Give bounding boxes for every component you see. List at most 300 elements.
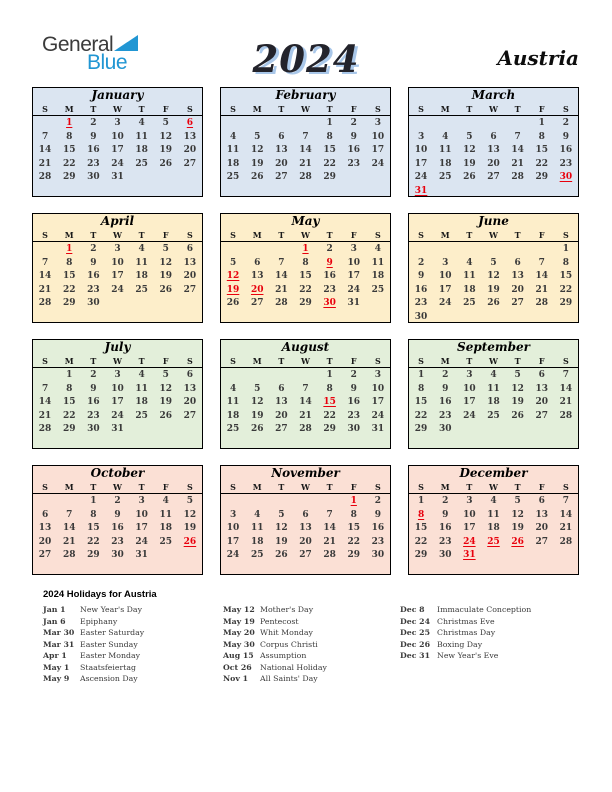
- weekday-label: T: [326, 104, 333, 114]
- weekday-label: S: [42, 104, 48, 114]
- weekday-label: T: [514, 482, 521, 492]
- weekday-header: [409, 103, 578, 116]
- date-september-24: 24: [463, 410, 476, 421]
- date-november-2: 2: [374, 496, 382, 506]
- date-august-2: 2: [350, 370, 357, 380]
- date-september-2: 2: [442, 370, 449, 380]
- empty-cell: [221, 369, 245, 383]
- date-august-10: 10: [371, 383, 385, 394]
- date-may-15: 15: [299, 271, 312, 282]
- month-title: June: [478, 214, 509, 228]
- date-may-22: 22: [299, 284, 312, 295]
- dates-grid: [33, 368, 202, 437]
- weekday-label: S: [563, 356, 569, 366]
- date-march-29: 29: [535, 172, 549, 183]
- empty-cell: [245, 243, 269, 257]
- date-july-10: 10: [111, 383, 124, 394]
- weekday-label: T: [138, 104, 145, 114]
- date-september-12: 12: [511, 383, 524, 394]
- weekday-label: W: [113, 104, 122, 114]
- date-october-19: 19: [183, 523, 197, 534]
- empty-cell: [221, 243, 245, 257]
- date-june-27: 27: [511, 298, 524, 309]
- date-may-2: 2: [326, 244, 333, 254]
- dates-grid: [33, 494, 202, 563]
- empty-cell: [269, 117, 293, 131]
- date-august-21: 21: [299, 410, 312, 421]
- date-march-2: 2: [562, 118, 570, 128]
- date-november-25: 25: [250, 550, 264, 561]
- date-january-13: 13: [183, 131, 197, 142]
- weekday-label: M: [64, 104, 74, 114]
- holiday-date: Nov 1: [223, 674, 248, 684]
- weekday-label: M: [252, 104, 262, 114]
- date-june-25: 25: [463, 298, 476, 309]
- dates-grid: [409, 116, 578, 197]
- date-february-2: 2: [350, 118, 357, 128]
- date-march-22: 22: [535, 158, 549, 169]
- date-october-9: 9: [114, 509, 121, 520]
- weekday-label: F: [162, 356, 169, 366]
- month-october: [32, 465, 203, 575]
- date-march-19: 19: [463, 158, 476, 169]
- date-january-7: 7: [41, 131, 49, 142]
- date-november-3: 3: [229, 509, 237, 520]
- date-september-27: 27: [535, 410, 549, 421]
- weekday-label: S: [418, 104, 424, 114]
- weekday-label: T: [138, 482, 145, 492]
- date-october-26[interactable]: 26: [183, 536, 197, 547]
- date-april-29: 29: [62, 298, 76, 309]
- date-april-5: 5: [162, 244, 169, 254]
- weekday-label: S: [375, 230, 381, 240]
- weekday-label: T: [138, 230, 145, 240]
- weekday-label: F: [350, 104, 357, 114]
- date-october-18: 18: [159, 523, 173, 534]
- date-november-16: 16: [371, 523, 385, 534]
- date-january-9: 9: [90, 131, 97, 142]
- date-april-18: 18: [135, 271, 148, 282]
- date-november-9: 9: [374, 509, 382, 520]
- date-october-27: 27: [38, 550, 52, 561]
- date-july-3: 3: [114, 370, 121, 380]
- date-june-16: 16: [414, 284, 428, 295]
- date-april-30: 30: [87, 298, 100, 309]
- holiday-name: New Year's Eve: [437, 651, 499, 661]
- date-september-10: 10: [463, 383, 476, 394]
- weekday-label: S: [230, 482, 236, 492]
- holiday-entry: [400, 627, 531, 639]
- date-december-28: 28: [559, 536, 573, 547]
- date-january-21: 21: [38, 158, 52, 169]
- holiday-name: Christmas Day: [437, 628, 496, 638]
- date-september-6: 6: [538, 370, 545, 380]
- weekday-label: S: [418, 482, 424, 492]
- date-february-12: 12: [250, 145, 264, 156]
- date-january-19: 19: [159, 145, 173, 156]
- date-june-22: 22: [559, 284, 573, 295]
- date-january-23: 23: [87, 158, 100, 169]
- date-august-9: 9: [350, 383, 357, 394]
- date-february-11: 11: [226, 145, 240, 156]
- date-september-4: 4: [490, 370, 497, 380]
- date-february-17: 17: [371, 145, 385, 156]
- date-october-13: 13: [38, 523, 52, 534]
- date-september-19: 19: [511, 397, 524, 408]
- date-september-13: 13: [535, 383, 549, 394]
- date-january-24: 24: [111, 158, 124, 169]
- date-february-18: 18: [226, 158, 240, 169]
- date-april-6: 6: [186, 244, 194, 254]
- date-april-20: 20: [183, 271, 197, 282]
- date-november-7: 7: [326, 509, 333, 520]
- dates-grid: [221, 242, 390, 311]
- date-may-20[interactable]: 20: [250, 284, 264, 295]
- holiday-entry: [223, 650, 327, 662]
- date-march-30[interactable]: 30: [559, 172, 573, 183]
- date-july-9: 9: [90, 383, 97, 394]
- date-april-23: 23: [87, 284, 100, 295]
- date-january-29: 29: [62, 172, 76, 183]
- date-january-10: 10: [111, 131, 124, 142]
- date-september-16: 16: [438, 397, 452, 408]
- date-september-9: 9: [442, 383, 449, 394]
- empty-cell: [433, 117, 457, 131]
- date-june-23: 23: [414, 298, 428, 309]
- date-april-2: 2: [90, 244, 97, 254]
- date-february-6: 6: [278, 131, 285, 142]
- dates-grid: [33, 242, 202, 311]
- date-july-11: 11: [135, 383, 148, 394]
- date-september-17: 17: [463, 397, 476, 408]
- date-december-13: 13: [535, 509, 549, 520]
- date-december-9: 9: [442, 509, 449, 520]
- date-july-22: 22: [62, 410, 76, 421]
- date-january-14: 14: [38, 145, 52, 156]
- empty-cell: [293, 369, 317, 383]
- holiday-date: May 19: [223, 616, 255, 626]
- weekday-label: M: [440, 356, 450, 366]
- date-april-16: 16: [87, 271, 100, 282]
- date-may-30[interactable]: 30: [323, 298, 336, 309]
- empty-cell: [57, 495, 81, 509]
- date-march-8: 8: [538, 131, 545, 142]
- date-november-5: 5: [278, 509, 285, 520]
- date-december-31[interactable]: 31: [463, 550, 476, 561]
- weekday-label: M: [440, 104, 450, 114]
- date-july-27: 27: [183, 410, 197, 421]
- weekday-label: W: [113, 230, 122, 240]
- date-july-29: 29: [62, 424, 76, 435]
- date-september-11: 11: [487, 383, 500, 394]
- holiday-date: May 20: [223, 628, 255, 638]
- date-september-15: 15: [414, 397, 428, 408]
- date-february-27: 27: [275, 172, 288, 183]
- empty-cell: [293, 495, 317, 509]
- weekday-label: F: [350, 230, 357, 240]
- date-august-31: 31: [371, 424, 385, 435]
- date-december-18: 18: [487, 523, 500, 534]
- date-january-16: 16: [87, 145, 100, 156]
- date-december-6: 6: [538, 496, 545, 506]
- date-may-19[interactable]: 19: [226, 284, 240, 295]
- empty-cell: [221, 495, 245, 509]
- weekday-label: W: [489, 482, 498, 492]
- weekday-label: T: [278, 482, 285, 492]
- month-title: August: [281, 340, 330, 354]
- weekday-label: M: [440, 230, 450, 240]
- date-august-13: 13: [275, 397, 288, 408]
- date-april-11: 11: [135, 257, 148, 268]
- date-november-30: 30: [371, 550, 385, 561]
- date-december-25[interactable]: 25: [487, 536, 500, 547]
- date-june-15: 15: [559, 271, 573, 282]
- date-august-7: 7: [302, 383, 309, 394]
- weekday-header: [221, 229, 390, 242]
- date-july-14: 14: [38, 397, 52, 408]
- date-may-9[interactable]: 9: [326, 257, 333, 268]
- page-title-year: 2024: [252, 37, 360, 81]
- date-may-18: 18: [371, 271, 385, 282]
- date-december-12: 12: [511, 509, 524, 520]
- date-july-19: 19: [159, 397, 173, 408]
- date-june-30: 30: [414, 311, 428, 322]
- date-july-4: 4: [138, 370, 145, 380]
- date-march-25: 25: [438, 172, 452, 183]
- holidays-column-3: [400, 604, 531, 662]
- date-november-8: 8: [350, 509, 357, 520]
- date-june-18: 18: [463, 284, 476, 295]
- date-march-9: 9: [562, 131, 570, 142]
- weekday-label: S: [42, 482, 48, 492]
- date-april-1[interactable]: 1: [66, 244, 73, 254]
- date-may-27: 27: [250, 298, 264, 309]
- date-november-6: 6: [302, 509, 309, 520]
- date-november-28: 28: [323, 550, 336, 561]
- date-june-29: 29: [559, 298, 573, 309]
- date-july-1: 1: [66, 370, 73, 380]
- month-title: February: [275, 88, 336, 102]
- month-title: January: [91, 88, 144, 102]
- holiday-name: Whit Monday: [260, 628, 313, 638]
- weekday-label: T: [326, 230, 333, 240]
- date-april-14: 14: [38, 271, 52, 282]
- weekday-label: F: [350, 482, 357, 492]
- date-january-6[interactable]: 6: [186, 118, 194, 128]
- date-april-27: 27: [183, 284, 197, 295]
- date-october-20: 20: [38, 536, 52, 547]
- month-title: October: [90, 466, 145, 480]
- date-august-14: 14: [299, 397, 312, 408]
- date-october-17: 17: [135, 523, 148, 534]
- empty-cell: [457, 117, 481, 131]
- month-june: [408, 213, 579, 323]
- date-december-30: 30: [438, 550, 452, 561]
- weekday-label: F: [538, 104, 545, 114]
- date-march-1: 1: [538, 118, 545, 128]
- weekday-header: [33, 103, 202, 116]
- dates-grid: [221, 116, 390, 185]
- holiday-name: Ascension Day: [80, 674, 138, 684]
- date-january-18: 18: [135, 145, 148, 156]
- holiday-name: New Year's Day: [80, 605, 142, 615]
- weekday-label: S: [375, 104, 381, 114]
- date-december-24[interactable]: 24: [463, 536, 476, 547]
- empty-cell: [269, 495, 293, 509]
- date-november-12: 12: [275, 523, 288, 534]
- empty-cell: [506, 117, 530, 131]
- date-december-19: 19: [511, 523, 524, 534]
- date-march-11: 11: [438, 145, 452, 156]
- empty-cell: [245, 117, 269, 131]
- holiday-date: May 9: [43, 674, 70, 684]
- date-august-28: 28: [299, 424, 312, 435]
- weekday-label: M: [252, 356, 262, 366]
- date-may-1[interactable]: 1: [302, 244, 309, 254]
- date-november-18: 18: [250, 536, 264, 547]
- date-november-10: 10: [226, 523, 240, 534]
- date-february-15: 15: [323, 145, 336, 156]
- date-april-4: 4: [138, 244, 145, 254]
- date-december-1: 1: [417, 496, 425, 506]
- weekday-label: W: [489, 104, 498, 114]
- date-june-26: 26: [487, 298, 500, 309]
- date-may-12[interactable]: 12: [226, 271, 240, 282]
- weekday-label: T: [466, 104, 473, 114]
- date-november-1[interactable]: 1: [350, 496, 357, 506]
- date-april-8: 8: [66, 257, 73, 268]
- date-october-28: 28: [62, 550, 76, 561]
- date-july-28: 28: [38, 424, 52, 435]
- date-june-24: 24: [438, 298, 452, 309]
- date-may-24: 24: [347, 284, 361, 295]
- weekday-label: T: [90, 104, 97, 114]
- date-december-11: 11: [487, 509, 500, 520]
- date-october-10: 10: [135, 509, 148, 520]
- date-april-26: 26: [159, 284, 173, 295]
- weekday-label: M: [440, 482, 450, 492]
- date-january-4: 4: [138, 118, 145, 128]
- date-october-21: 21: [62, 536, 76, 547]
- date-january-3: 3: [114, 118, 121, 128]
- empty-cell: [245, 369, 269, 383]
- date-april-17: 17: [111, 271, 124, 282]
- date-april-10: 10: [111, 257, 124, 268]
- date-march-13: 13: [487, 145, 500, 156]
- weekday-label: T: [90, 482, 97, 492]
- weekday-label: T: [514, 230, 521, 240]
- holiday-name: Pentecost: [260, 616, 299, 626]
- date-january-12: 12: [159, 131, 173, 142]
- date-october-29: 29: [87, 550, 100, 561]
- weekday-label: T: [138, 356, 145, 366]
- date-march-5: 5: [466, 131, 473, 142]
- date-october-2: 2: [114, 496, 121, 506]
- date-december-26[interactable]: 26: [511, 536, 524, 547]
- date-september-28: 28: [559, 410, 573, 421]
- holiday-entry: [400, 639, 531, 651]
- holiday-entry: [43, 616, 144, 628]
- weekday-label: S: [563, 104, 569, 114]
- date-july-23: 23: [87, 410, 100, 421]
- date-september-3: 3: [466, 370, 473, 380]
- country-label: Austria: [497, 46, 579, 70]
- holiday-date: Dec 24: [400, 616, 431, 626]
- date-april-19: 19: [159, 271, 173, 282]
- date-march-31[interactable]: 31: [414, 185, 428, 196]
- month-december: [408, 465, 579, 575]
- month-title: April: [100, 214, 135, 228]
- date-january-1[interactable]: 1: [66, 118, 73, 128]
- date-june-8: 8: [562, 257, 570, 268]
- weekday-label: S: [187, 230, 193, 240]
- date-april-22: 22: [62, 284, 76, 295]
- date-august-15[interactable]: 15: [323, 397, 336, 408]
- date-march-23: 23: [559, 158, 573, 169]
- date-march-28: 28: [511, 172, 524, 183]
- dates-grid: [221, 368, 390, 437]
- empty-cell: [269, 369, 293, 383]
- date-february-20: 20: [275, 158, 288, 169]
- date-july-25: 25: [135, 410, 148, 421]
- date-january-5: 5: [162, 118, 169, 128]
- empty-cell: [433, 243, 457, 257]
- date-february-9: 9: [350, 131, 357, 142]
- date-july-31: 31: [111, 424, 124, 435]
- weekday-label: T: [466, 482, 473, 492]
- holiday-date: Dec 26: [400, 639, 431, 649]
- holiday-entry: [400, 604, 531, 616]
- date-october-24: 24: [135, 536, 148, 547]
- weekday-label: T: [514, 356, 521, 366]
- date-september-7: 7: [562, 370, 570, 380]
- weekday-header: [221, 103, 390, 116]
- holiday-name: Epiphany: [80, 616, 118, 626]
- month-november: [220, 465, 391, 575]
- date-december-14: 14: [559, 509, 573, 520]
- weekday-label: F: [162, 230, 169, 240]
- holiday-entry: [43, 650, 144, 662]
- holiday-name: Christmas Eve: [437, 616, 495, 626]
- holiday-entry: [43, 604, 144, 616]
- date-february-13: 13: [275, 145, 288, 156]
- holiday-entry: [400, 650, 531, 662]
- weekday-label: T: [278, 356, 285, 366]
- date-may-4: 4: [374, 244, 382, 254]
- date-january-2: 2: [90, 118, 97, 128]
- dates-grid: [409, 368, 578, 437]
- date-march-20: 20: [487, 158, 500, 169]
- date-august-16: 16: [347, 397, 361, 408]
- date-october-6: 6: [41, 509, 49, 520]
- holiday-date: May 12: [223, 605, 255, 615]
- empty-cell: [457, 243, 481, 257]
- date-december-23: 23: [438, 536, 452, 547]
- empty-cell: [481, 117, 505, 131]
- date-may-23: 23: [323, 284, 336, 295]
- date-september-22: 22: [414, 410, 428, 421]
- date-january-26: 26: [159, 158, 173, 169]
- date-february-1: 1: [326, 118, 333, 128]
- date-june-14: 14: [535, 271, 549, 282]
- date-october-8: 8: [90, 509, 97, 520]
- date-december-8[interactable]: 8: [417, 509, 425, 520]
- date-july-8: 8: [66, 383, 73, 394]
- dates-grid: [409, 494, 578, 563]
- weekday-label: W: [489, 356, 498, 366]
- date-october-14: 14: [62, 523, 76, 534]
- date-february-4: 4: [229, 131, 237, 142]
